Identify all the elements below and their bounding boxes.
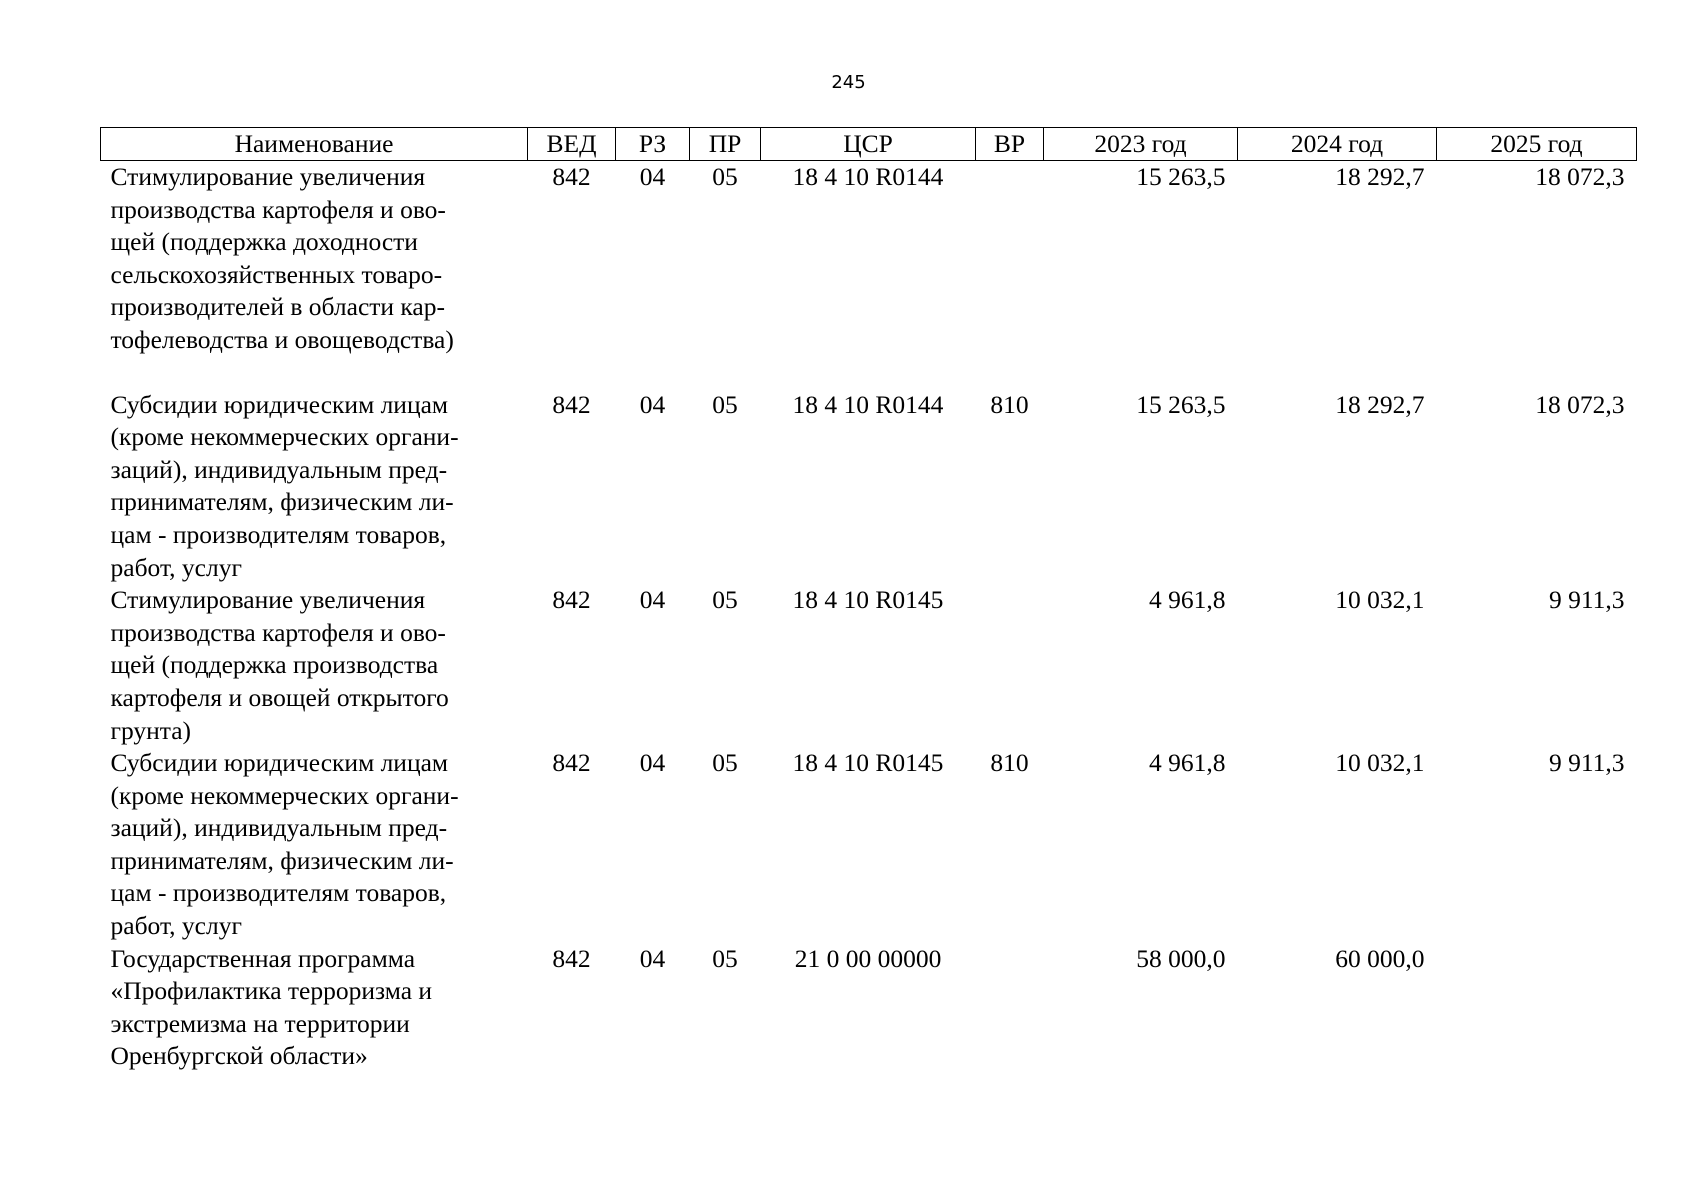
header-2025: 2025 год xyxy=(1437,128,1637,161)
row-vr xyxy=(976,943,1044,1073)
row-pr: 05 xyxy=(712,943,738,973)
row-name-line: экстремизма на территории xyxy=(110,1008,410,1038)
row-name-line: заций), индивидуальным пред- xyxy=(110,813,448,843)
row-name-line: Государственная программа xyxy=(110,943,416,973)
row-name xyxy=(101,584,528,747)
row-ved: 842 xyxy=(552,162,591,191)
row-name-line: производства картофеля и ово- xyxy=(110,617,446,647)
row-csr: 18 4 10 R0145 xyxy=(792,748,944,778)
row-pr: 05 xyxy=(712,389,738,419)
header-csr: ЦСР xyxy=(761,128,976,161)
row-ved: 842 xyxy=(552,748,591,778)
table-row xyxy=(101,747,1637,943)
row-csr: 18 4 10 R0145 xyxy=(792,585,944,615)
row-name-line: принимателям, физическим ли- xyxy=(110,487,454,517)
row-name-line: производства картофеля и ово- xyxy=(110,194,446,224)
row-csr: 18 4 10 R0144 xyxy=(792,389,944,419)
row-csr: 18 4 10 R0144 xyxy=(792,162,944,191)
row-name-line: принимателям, физическим ли- xyxy=(110,845,454,875)
row-name-line: Оренбургской области» xyxy=(110,1041,368,1071)
row-spacer xyxy=(101,357,1637,389)
row-name-line: (кроме некоммерческих органи- xyxy=(110,780,459,810)
row-name-line: Стимулирование увеличения xyxy=(110,162,426,191)
row-pr: 05 xyxy=(712,585,738,615)
row-ved: 842 xyxy=(552,585,591,615)
row-name xyxy=(101,161,528,357)
row-2025: 18 072,3 xyxy=(1535,162,1625,191)
table-row xyxy=(101,161,1637,357)
row-name-line: Субсидии юридическим лицам xyxy=(110,748,449,778)
header-vr: ВР xyxy=(976,128,1044,161)
row-2025 xyxy=(1437,943,1637,1073)
row-2025: 9 911,3 xyxy=(1548,748,1625,778)
row-ved: 842 xyxy=(552,943,591,973)
row-name-line: цам - производителям товаров, xyxy=(110,519,447,549)
row-pr: 05 xyxy=(712,748,738,778)
row-name xyxy=(101,747,528,943)
row-ved: 842 xyxy=(552,389,591,419)
row-name-line: сельскохозяйственных товаро- xyxy=(110,259,443,289)
row-2023: 58 000,0 xyxy=(1136,943,1226,973)
row-2024: 10 032,1 xyxy=(1335,748,1425,778)
header-2024: 2024 год xyxy=(1238,128,1437,161)
row-name-line: работ, услуг xyxy=(110,911,242,941)
header-name: Наименование xyxy=(101,128,528,161)
row-name-line: картофеля и овощей открытого xyxy=(110,682,449,712)
row-name xyxy=(101,389,528,585)
row-name-line: Стимулирование увеличения xyxy=(110,585,426,615)
row-name-line: цам - производителям товаров, xyxy=(110,878,447,908)
row-2024: 10 032,1 xyxy=(1335,585,1425,615)
row-rz: 04 xyxy=(639,162,666,191)
row-2023: 4 961,8 xyxy=(1149,748,1226,778)
table-row xyxy=(101,389,1637,585)
row-2023: 15 263,5 xyxy=(1136,389,1226,419)
row-name-line: Субсидии юридическим лицам xyxy=(110,389,449,419)
row-pr: 05 xyxy=(712,162,738,191)
header-rz: РЗ xyxy=(616,128,690,161)
row-name-line: (кроме некоммерческих органи- xyxy=(110,422,459,452)
row-rz: 04 xyxy=(639,585,666,615)
table-row xyxy=(101,943,1637,1073)
page-number: 245 xyxy=(831,72,866,93)
row-2023: 15 263,5 xyxy=(1136,162,1226,191)
row-2024: 18 292,7 xyxy=(1335,162,1425,191)
row-2024: 60 000,0 xyxy=(1335,943,1425,973)
row-rz: 04 xyxy=(639,748,666,778)
row-name-line: производителей в области кар- xyxy=(110,292,445,322)
row-2023: 4 961,8 xyxy=(1149,585,1226,615)
table-header-row xyxy=(101,128,1637,161)
row-name-line: щей (поддержка производства xyxy=(110,650,439,680)
row-vr xyxy=(976,161,1044,357)
row-2024: 18 292,7 xyxy=(1335,389,1425,419)
row-rz: 04 xyxy=(639,389,666,419)
row-name-line: «Профилактика терроризма и xyxy=(110,976,433,1006)
budget-table xyxy=(100,127,1637,1073)
row-name-line: заций), индивидуальным пред- xyxy=(110,454,448,484)
header-2023: 2023 год xyxy=(1044,128,1238,161)
row-name-line: тофелеводства и овощеводства) xyxy=(110,324,454,354)
row-2025: 18 072,3 xyxy=(1535,389,1625,419)
row-rz: 04 xyxy=(639,943,666,973)
header-pr: ПР xyxy=(690,128,761,161)
table-row xyxy=(101,584,1637,747)
row-vr xyxy=(976,584,1044,747)
row-2025: 9 911,3 xyxy=(1548,585,1625,615)
row-name-line: работ, услуг xyxy=(110,552,242,582)
row-name-line: грунта) xyxy=(110,715,192,745)
header-ved: ВЕД xyxy=(528,128,616,161)
row-name xyxy=(101,943,528,1073)
row-vr: 810 xyxy=(990,389,1029,419)
row-name-line: щей (поддержка доходности xyxy=(110,227,418,257)
row-vr: 810 xyxy=(990,748,1029,778)
row-csr: 21 0 00 00000 xyxy=(794,943,942,973)
